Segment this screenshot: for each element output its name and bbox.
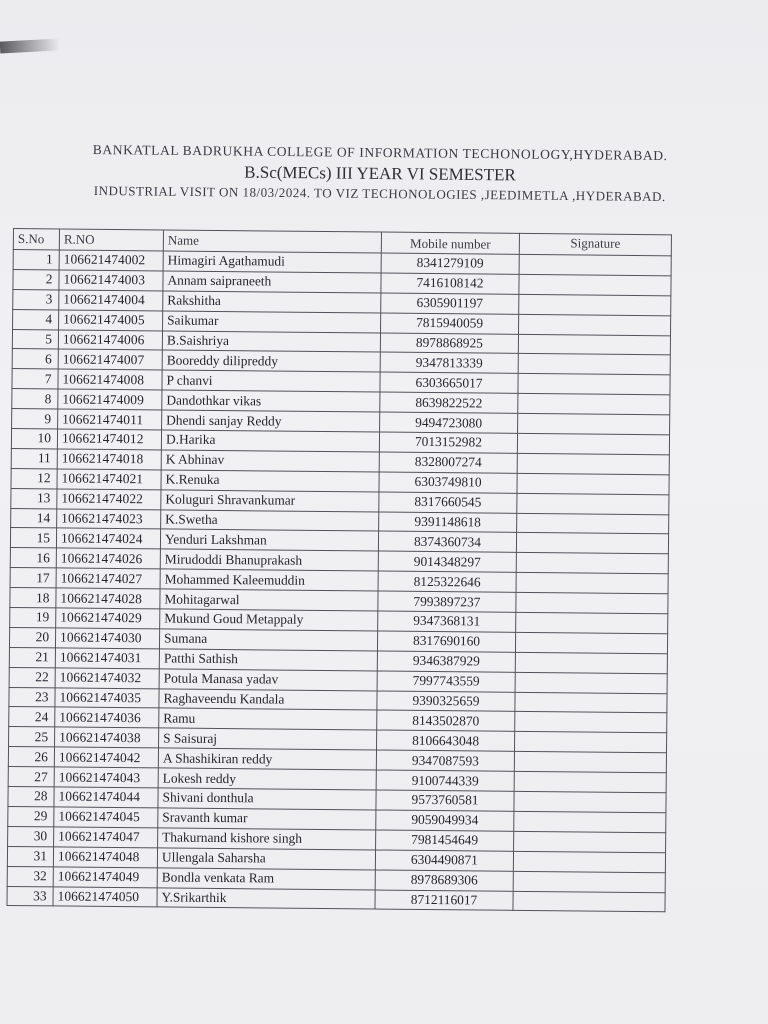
college-title: BANKATLAL BADRUKHA COLLEGE OF INFORMATION TECHONOLOGY,HYDERABAD. <box>92 141 668 164</box>
row-sno: 29 <box>8 806 54 826</box>
row-sno: 16 <box>10 548 56 568</box>
row-name: A Shashikiran reddy <box>158 748 376 770</box>
row-name: Koluguri Shravankumar <box>161 490 379 512</box>
row-mobile: 9573760581 <box>376 790 514 811</box>
row-rno: 106621474022 <box>57 489 161 510</box>
row-signature-cell <box>514 752 666 773</box>
row-rno: 106621474026 <box>56 548 160 569</box>
row-mobile: 7815940059 <box>381 313 519 334</box>
row-signature-cell <box>518 334 670 355</box>
row-sno: 6 <box>12 349 58 369</box>
row-name: Booreddy dilipreddy <box>162 350 380 372</box>
row-rno: 106621474035 <box>55 688 159 709</box>
row-mobile: 8125322646 <box>378 571 516 592</box>
row-mobile: 7981454649 <box>376 830 514 851</box>
document-header <box>30 136 731 205</box>
row-mobile: 8143502870 <box>377 710 515 731</box>
row-rno: 106621474012 <box>57 429 161 450</box>
row-sno: 18 <box>10 588 56 608</box>
row-name: Mohammed Kaleemuddin <box>160 569 378 591</box>
row-sno: 22 <box>9 667 55 687</box>
row-name: K.Renuka <box>161 470 379 492</box>
row-name: P chanvi <box>162 370 380 392</box>
row-signature-cell <box>516 612 668 633</box>
row-signature-cell <box>513 871 665 892</box>
row-name: Ramu <box>159 708 377 730</box>
row-rno: 106621474002 <box>59 250 163 271</box>
row-signature-cell <box>514 811 666 832</box>
row-rno: 106621474036 <box>55 707 159 728</box>
row-signature-cell <box>515 632 667 653</box>
row-sno: 10 <box>11 429 57 449</box>
row-sno: 20 <box>9 627 55 647</box>
row-mobile: 7416108142 <box>381 273 519 294</box>
row-name: Himagiri Agathamudi <box>163 251 381 273</box>
row-name: Dandothkar vikas <box>162 390 380 412</box>
row-name: Mirudoddi Bhanuprakash <box>160 549 378 571</box>
row-mobile: 9346387929 <box>377 651 515 672</box>
row-signature-cell <box>517 453 669 474</box>
row-mobile: 9391148618 <box>379 512 517 533</box>
row-rno: 106621474043 <box>54 767 158 788</box>
row-sno: 8 <box>12 389 58 409</box>
row-sno: 32 <box>7 866 53 886</box>
row-sno: 5 <box>12 329 58 349</box>
row-mobile: 8639822522 <box>380 392 518 413</box>
header-signature: Signature <box>519 233 671 255</box>
row-signature-cell <box>516 573 668 594</box>
row-name: K.Swetha <box>161 510 379 532</box>
row-mobile: 7993897237 <box>378 591 516 612</box>
row-rno: 106621474009 <box>58 389 162 410</box>
row-sno: 19 <box>10 608 56 628</box>
row-signature-cell <box>518 374 670 395</box>
row-signature-cell <box>515 672 667 693</box>
row-signature-cell <box>518 413 670 434</box>
row-name: Rakshitha <box>163 291 381 313</box>
row-mobile: 7997743559 <box>377 671 515 692</box>
row-mobile: 8106643048 <box>377 730 515 751</box>
row-name: Sravanth kumar <box>158 808 376 830</box>
row-mobile: 8978689306 <box>375 870 513 891</box>
row-mobile: 9494723080 <box>380 412 518 433</box>
row-sno: 7 <box>12 369 58 389</box>
row-mobile: 7013152982 <box>379 432 517 453</box>
visit-title: INDUSTRIAL VISIT ON 18/03/2024. TO VIZ TECHONOLOGIES ,JEEDIMETLA ,HYDERABAD. <box>93 183 666 204</box>
row-mobile: 8341279109 <box>381 253 519 274</box>
row-name: Dhendi sanjay Reddy <box>162 410 380 432</box>
row-rno: 106621474018 <box>57 449 161 470</box>
row-mobile: 9347368131 <box>378 611 516 632</box>
row-signature-cell <box>515 652 667 673</box>
row-sno: 25 <box>9 727 55 747</box>
header-mobile: Mobile number <box>381 232 519 254</box>
row-sno: 27 <box>8 767 54 787</box>
row-signature-cell <box>519 314 671 335</box>
row-rno: 106621474004 <box>59 290 163 311</box>
row-mobile: 8328007274 <box>379 452 517 473</box>
row-signature-cell <box>518 394 670 415</box>
row-rno: 106621474027 <box>56 568 160 589</box>
row-rno: 106621474028 <box>56 588 160 609</box>
course-title: B.Sc(MECs) III YEAR VI SEMESTER <box>244 162 516 185</box>
row-name: Shivani donthula <box>158 788 376 810</box>
row-signature-cell <box>516 533 668 554</box>
header-rno: R.NO <box>59 229 163 251</box>
row-name: Raghaveendu Kandala <box>159 689 377 711</box>
row-name: D.Harika <box>161 430 379 452</box>
row-name: B.Saishriya <box>162 331 380 353</box>
row-rno: 106621474029 <box>56 608 160 629</box>
row-name: Y.Srikarthik <box>157 887 375 909</box>
row-signature-cell <box>519 274 671 295</box>
row-sno: 28 <box>8 787 54 807</box>
row-signature-cell <box>515 712 667 733</box>
row-name: Patthi Sathish <box>159 649 377 671</box>
row-name: Yenduri Lakshman <box>160 529 378 551</box>
row-name: Mohitagarwal <box>160 589 378 611</box>
row-name: Mukund Goud Metappaly <box>160 609 378 631</box>
row-rno: 106621474032 <box>55 668 159 689</box>
attendance-sheet <box>6 228 670 913</box>
header-name: Name <box>163 230 381 253</box>
row-name: Annam saipraneeth <box>163 271 381 293</box>
row-signature-cell <box>517 513 669 534</box>
row-sno: 26 <box>8 747 54 767</box>
attendance-table <box>6 228 671 913</box>
row-rno: 106621474044 <box>54 787 158 808</box>
header-sno: S.No <box>13 229 59 250</box>
row-mobile: 9014348297 <box>378 551 516 572</box>
row-rno: 106621474050 <box>53 886 157 907</box>
row-sno: 3 <box>13 289 59 309</box>
row-name: Potula Manasa yadav <box>159 669 377 691</box>
row-rno: 106621474045 <box>54 807 158 828</box>
row-signature-cell <box>515 692 667 713</box>
row-rno: 106621474007 <box>58 349 162 370</box>
row-signature-cell <box>513 891 665 912</box>
row-rno: 106621474008 <box>58 369 162 390</box>
row-rno: 106621474038 <box>55 727 159 748</box>
row-name: Ullengala Saharsha <box>157 848 375 870</box>
row-mobile: 8317690160 <box>377 631 515 652</box>
row-rno: 106621474047 <box>54 827 158 848</box>
row-signature-cell <box>518 354 670 375</box>
row-rno: 106621474021 <box>57 469 161 490</box>
row-name: K Abhinav <box>161 450 379 472</box>
row-sno: 13 <box>11 488 57 508</box>
row-rno: 106621474024 <box>56 528 160 549</box>
row-signature-cell <box>514 732 666 753</box>
row-sno: 1 <box>13 250 59 270</box>
row-name: Bondla venkata Ram <box>157 868 375 890</box>
row-mobile: 9059049934 <box>376 810 514 831</box>
row-rno: 106621474011 <box>58 409 162 430</box>
row-mobile: 6303749810 <box>379 472 517 493</box>
row-sno: 24 <box>9 707 55 727</box>
row-sno: 12 <box>11 468 57 488</box>
row-rno: 106621474048 <box>53 847 157 868</box>
row-mobile: 8978868925 <box>380 333 518 354</box>
row-sno: 9 <box>12 409 58 429</box>
row-mobile: 9390325659 <box>377 691 515 712</box>
row-rno: 106621474006 <box>58 330 162 351</box>
row-sno: 23 <box>9 687 55 707</box>
row-mobile: 8374360734 <box>378 531 516 552</box>
row-rno: 106621474042 <box>54 747 158 768</box>
row-rno: 106621474003 <box>59 270 163 291</box>
row-signature-cell <box>514 831 666 852</box>
row-rno: 106621474049 <box>53 867 157 888</box>
row-sno: 21 <box>9 647 55 667</box>
row-sno: 4 <box>13 309 59 329</box>
row-sno: 30 <box>8 826 54 846</box>
row-signature-cell <box>514 771 666 792</box>
row-mobile: 9347087593 <box>376 750 514 771</box>
row-signature-cell <box>513 851 665 872</box>
row-mobile: 8712116017 <box>375 890 513 911</box>
row-sno: 33 <box>7 886 53 906</box>
row-mobile: 9100744339 <box>376 770 514 791</box>
row-signature-cell <box>516 592 668 613</box>
row-sno: 11 <box>11 448 57 468</box>
row-signature-cell <box>517 473 669 494</box>
row-signature-cell <box>519 254 671 275</box>
row-name: Thakurnand kishore singh <box>158 828 376 850</box>
row-mobile: 6305901197 <box>381 293 519 314</box>
paper-corner-shadow <box>0 38 60 53</box>
row-sno: 2 <box>13 269 59 289</box>
row-name: Saikumar <box>163 311 381 333</box>
row-mobile: 8317660545 <box>379 492 517 513</box>
row-sno: 15 <box>10 528 56 548</box>
row-sno: 17 <box>10 568 56 588</box>
row-signature-cell <box>517 433 669 454</box>
row-mobile: 6303665017 <box>380 372 518 393</box>
row-sno: 14 <box>11 508 57 528</box>
row-mobile: 9347813339 <box>380 352 518 373</box>
row-rno: 106621474031 <box>55 648 159 669</box>
row-rno: 106621474023 <box>57 509 161 530</box>
row-signature-cell <box>514 791 666 812</box>
row-name: S Saisuraj <box>159 728 377 750</box>
row-signature-cell <box>519 294 671 315</box>
row-mobile: 6304490871 <box>375 850 513 871</box>
row-signature-cell <box>517 493 669 514</box>
row-sno: 31 <box>7 846 53 866</box>
row-rno: 106621474030 <box>55 628 159 649</box>
row-rno: 106621474005 <box>59 310 163 331</box>
row-signature-cell <box>516 553 668 574</box>
row-name: Lokesh reddy <box>158 768 376 790</box>
row-name: Sumana <box>159 629 377 651</box>
